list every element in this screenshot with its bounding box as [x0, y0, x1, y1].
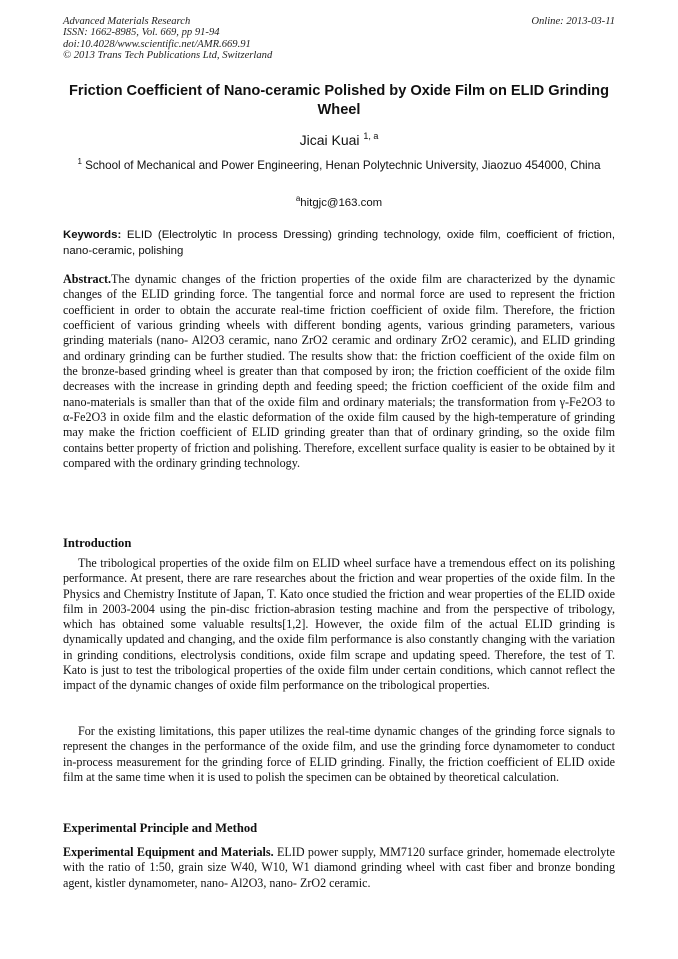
experimental-paragraph: [63, 845, 615, 891]
email-text: hitgjc@163.com: [300, 197, 383, 209]
author-email: [63, 191, 615, 211]
keywords-text: ELID (Electrolytic In process Dressing) grinding technology, oxide film, coefficient of friction, nano-ceramic, polishing: [63, 229, 615, 257]
intro-paragraph-1: The tribological properties of the oxide film on ELID wheel surface have a tremendous effect on its polishing performance. At present, there are rare researches about the friction and wear properties of the oxide film. In the Physics and Chemistry Institute of Japan, T. Kato once studied the friction and wear properties of the ELID oxide film in 2003-2004 using the pin-disc friction-abrasion testing machine and from the perspective of tribology, which has obtained some valuable results[1,2]. However, the oxide film of the actual ELID grinding is dynamically updated and changing, and the oxide film performance is also constantly changing with the variation in grinding conditions, electrolysis conditions, oxide film scrape and updating speed. Therefore, the test of T. Kato is just to test the tribological properties of the oxide film under certain conditions, which cannot reflect the impact of the dynamic changes of oxide film performance on the tribological properties.: [63, 556, 615, 693]
running-header: [63, 16, 615, 62]
experimental-subheading: Experimental Equipment and Materials.: [63, 845, 274, 859]
paper-title: Friction Coefficient of Nano-ceramic Polished by Oxide Film on ELID Grinding Wheel: [68, 83, 610, 118]
affiliation: [70, 154, 608, 174]
author-line: [63, 127, 615, 149]
email-mark: a: [295, 194, 301, 203]
abstract-label: Abstract.: [63, 272, 112, 286]
author-name: Jicai Kuai: [299, 132, 360, 148]
affiliation-mark: 1: [77, 157, 82, 166]
online-date: Online: 2013-03-11: [531, 16, 615, 27]
doi-line: doi:10.4028/www.scientific.net/AMR.669.91: [63, 38, 251, 50]
issn-line: ISSN: 1662-8985, Vol. 669, pp 91-94: [63, 27, 220, 39]
experimental-heading: Experimental Principle and Method: [63, 821, 258, 835]
experimental-text: ELID power supply, MM7120 surface grinder, homemade electrolyte with the ratio of 1:50, grain size W40, W10, W1 diamond grinding wheel with cast fiber and bronze bonding agent, kistler dynamometer, nano- Al2O3, nano- ZrO2 ceramic.: [63, 845, 615, 890]
keywords: [63, 228, 615, 259]
introduction-heading: Introduction: [63, 536, 132, 550]
affiliation-text: School of Mechanical and Power Engineering, Henan Polytechnic University, Jiaozuo 454000, China: [85, 159, 601, 172]
keywords-label: Keywords:: [63, 229, 122, 241]
journal-name: Advanced Materials Research: [63, 16, 191, 27]
author-affiliation-marks: 1, a: [363, 131, 379, 141]
abstract: [63, 272, 615, 471]
copyright-line: © 2013 Trans Tech Publications Ltd, Switzerland: [63, 50, 273, 62]
intro-paragraph-2: For the existing limitations, this paper utilizes the real-time dynamic changes of the grinding force signals to represent the changes in the performance of the oxide film, and use the grinding force dynamometer to conduct in-process measurement for the grinding force of ELID grinding. Finally, the friction coefficient of ELID oxide film at the same time when it is used to polish the specimen can be obtained by theoretical calculation.: [63, 724, 615, 784]
abstract-text: The dynamic changes of the friction properties of the oxide film are characterized by the dynamic changes of the ELID grinding force. The tangential force and normal force are used to represent the friction coefficient in order to obtain the accurate real-time friction coefficient of oxide film. Therefore, the friction coefficient of various grinding wheels with different bonding agents, various grinding parameters, various grinding materials (nano- Al2O3 ceramic, nano ZrO2 ceramic and ordinary ZrO2 ceramic), and ELID grinding and ordinary grinding can be further studied. The results show that: the friction coefficient of the oxide film on the bronze-based grinding wheel is greater than that composed by iron; the friction coefficient of the oxide film decreases with the increase in grinding depth and feeding speed; the friction coefficient of the oxide film and nano-materials is smaller than that of the oxide film and ordinary materials; the transformation from γ-Fe2O3 to α-Fe2O3 in oxide film and the elastic deformation of the oxide film caused by the high-temperature of grinding may make the friction coefficient of ELID grinding greater than that of ordinary grinding, so the oxide film contains better property of friction and polishing. Therefore, excellent surface quality is easier to be obtained by it compared with the ordinary grinding technology.: [63, 272, 615, 471]
